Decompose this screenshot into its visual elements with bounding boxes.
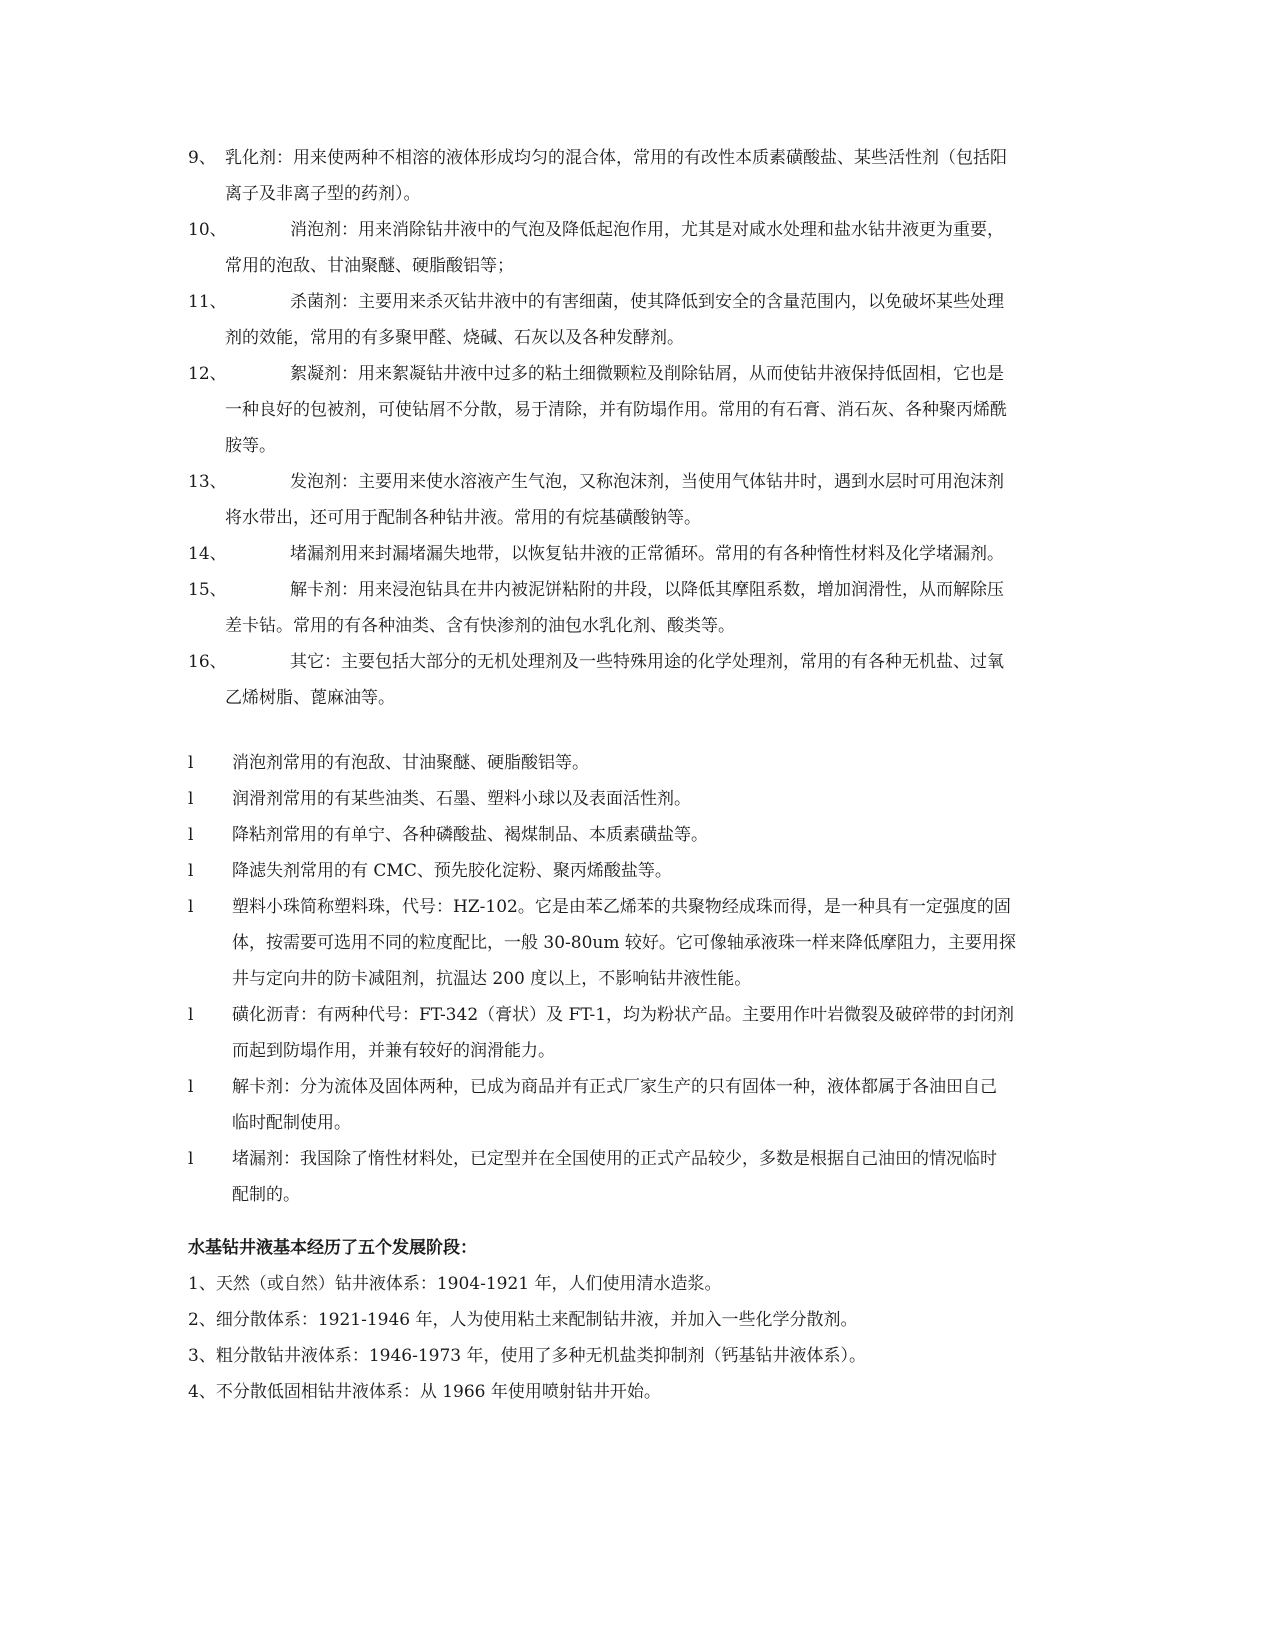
section-heading: 水基钻井液基本经历了五个发展阶段： [188, 1238, 477, 1258]
item-text-line: 而起到防塌作用，并兼有较好的润滑能力。 [232, 1041, 555, 1061]
bullet-marker: l [188, 1149, 194, 1169]
item-text-line: 一种良好的包被剂，可使钻屑不分散，易于清除，并有防塌作用。常用的有石膏、消石灰、各种聚丙烯酰 [225, 400, 1007, 420]
list-item-9 [0, 140, 1275, 212]
item-text-line: 解卡剂：分为流体及固体两种，已成为商品并有正式厂家生产的只有固体一种，液体都属于各油田自己 [232, 1077, 997, 1097]
bullet-marker: l [188, 789, 194, 809]
item-text-line: 体，按需要可选用不同的粒度配比，一般 30-80um 较好。它可像轴承液珠一样来降低摩阻力，主要用探 [232, 933, 1016, 953]
item-text-line: 润滑剂常用的有某些油类、石墨、塑料小球以及表面活性剂。 [232, 789, 691, 809]
item-text-line: 井与定向井的防卡减阻剂，抗温达 200 度以上，不影响钻井液性能。 [232, 969, 752, 989]
item-number: 14、 [188, 544, 227, 564]
list-item-16 [0, 644, 1275, 716]
list-item-14 [0, 536, 1275, 572]
stage-item-1: 1、天然（或自然）钻井液体系：1904-1921 年，人们使用清水造浆。 [188, 1274, 722, 1294]
item-number: 9、 [188, 148, 216, 168]
bullet-marker: l [188, 861, 194, 881]
item-text-line: 差卡钻。常用的有各种油类、含有快渗剂的油包水乳化剂、酸类等。 [225, 616, 735, 636]
item-text-line: 降滤失剂常用的有 CMC、预先胶化淀粉、聚丙烯酸盐等。 [232, 861, 672, 881]
list-item-11 [0, 284, 1275, 356]
list-item-12 [0, 356, 1275, 464]
bullet-item [0, 817, 1275, 853]
item-number: 12、 [188, 364, 227, 384]
numbered-list [0, 140, 1275, 716]
bullet-item [0, 1141, 1275, 1213]
item-text-line: 发泡剂：主要用来使水溶液产生气泡，又称泡沫剂，当使用气体钻井时，遇到水层时可用泡沫剂 [290, 472, 1004, 492]
bullet-marker: l [188, 825, 194, 845]
item-text-line: 杀菌剂：主要用来杀灭钻井液中的有害细菌，使其降低到安全的含量范围内，以免破坏某些处理 [290, 292, 1004, 312]
item-number: 16、 [188, 652, 227, 672]
item-text-line: 絮凝剂：用来絮凝钻井液中过多的粘土细微颗粒及削除钻屑，从而使钻井液保持低固相，它也是 [290, 364, 1004, 384]
item-text-line: 解卡剂：用来浸泡钻具在井内被泥饼粘附的井段，以降低其摩阻系数，增加润滑性，从而解除压 [290, 580, 1004, 600]
item-text-line: 堵漏剂：我国除了惰性材料处，已定型并在全国使用的正式产品较少，多数是根据自己油田的情况临时 [232, 1149, 997, 1169]
list-item-15 [0, 572, 1275, 644]
item-text-line: 胺等。 [225, 436, 276, 456]
bullet-item [0, 1069, 1275, 1141]
list-item-13 [0, 464, 1275, 536]
item-text-line: 常用的泡敌、甘油聚醚、硬脂酸铝等； [225, 256, 514, 276]
item-text-line: 离子及非离子型的药剂）。 [225, 184, 421, 204]
stage-item-3: 3、粗分散钻井液体系：1946-1973 年，使用了多种无机盐类抑制剂（钙基钻井液体系）。 [188, 1346, 866, 1366]
item-text-line: 塑料小珠简称塑料珠，代号：HZ-102。它是由苯乙烯苯的共聚物经成珠而得，是一种具有一定强度的固 [232, 897, 1011, 917]
item-number: 13、 [188, 472, 227, 492]
item-text-line: 剂的效能，常用的有多聚甲醛、烧碱、石灰以及各种发酵剂。 [225, 328, 684, 348]
item-number: 11、 [188, 292, 227, 312]
item-text-line: 消泡剂：用来消除钻井液中的气泡及降低起泡作用，尤其是对咸水处理和盐水钻井液更为重要， [290, 220, 1004, 240]
bullet-marker: l [188, 1077, 194, 1097]
item-text-line: 配制的。 [232, 1185, 300, 1205]
bullet-item [0, 889, 1275, 997]
bullet-marker: l [188, 753, 194, 773]
item-text-line: 磺化沥青：有两种代号：FT-342（膏状）及 FT-1，均为粉状产品。主要用作叶岩微裂及破碎带的封闭剂 [232, 1005, 1015, 1025]
stage-item-4: 4、不分散低固相钻井液体系：从 1966 年使用喷射钻井开始。 [188, 1382, 661, 1402]
bullet-marker: l [188, 897, 194, 917]
item-number: 15、 [188, 580, 227, 600]
item-text-line: 其它：主要包括大部分的无机处理剂及一些特殊用途的化学处理剂，常用的有各种无机盐、过氧 [290, 652, 1004, 672]
stage-item-2: 2、细分散体系：1921-1946 年，人为使用粘土来配制钻井液，并加入一些化学分散剂。 [188, 1310, 858, 1330]
item-text-line: 堵漏剂用来封漏堵漏失地带，以恢复钻井液的正常循环。常用的有各种惰性材料及化学堵漏剂。 [290, 544, 1004, 564]
list-item-10 [0, 212, 1275, 284]
item-text-line: 将水带出，还可用于配制各种钻井液。常用的有烷基磺酸钠等。 [225, 508, 701, 528]
bullet-item [0, 781, 1275, 817]
bullet-list [0, 745, 1275, 1213]
item-text-line: 乳化剂：用来使两种不相溶的液体形成均匀的混合体，常用的有改性本质素磺酸盐、某些活性剂（包括阳 [225, 148, 1007, 168]
bullet-item [0, 997, 1275, 1069]
bullet-marker: l [188, 1005, 194, 1025]
item-text-line: 临时配制使用。 [232, 1113, 351, 1133]
item-text-line: 降粘剂常用的有单宁、各种磷酸盐、褐煤制品、本质素磺盐等。 [232, 825, 708, 845]
bullet-item [0, 745, 1275, 781]
item-number: 10、 [188, 220, 227, 240]
item-text-line: 消泡剂常用的有泡敌、甘油聚醚、硬脂酸铝等。 [232, 753, 589, 773]
item-text-line: 乙烯树脂、蓖麻油等。 [225, 688, 395, 708]
stages-section [0, 1230, 1275, 1410]
bullet-item [0, 853, 1275, 889]
